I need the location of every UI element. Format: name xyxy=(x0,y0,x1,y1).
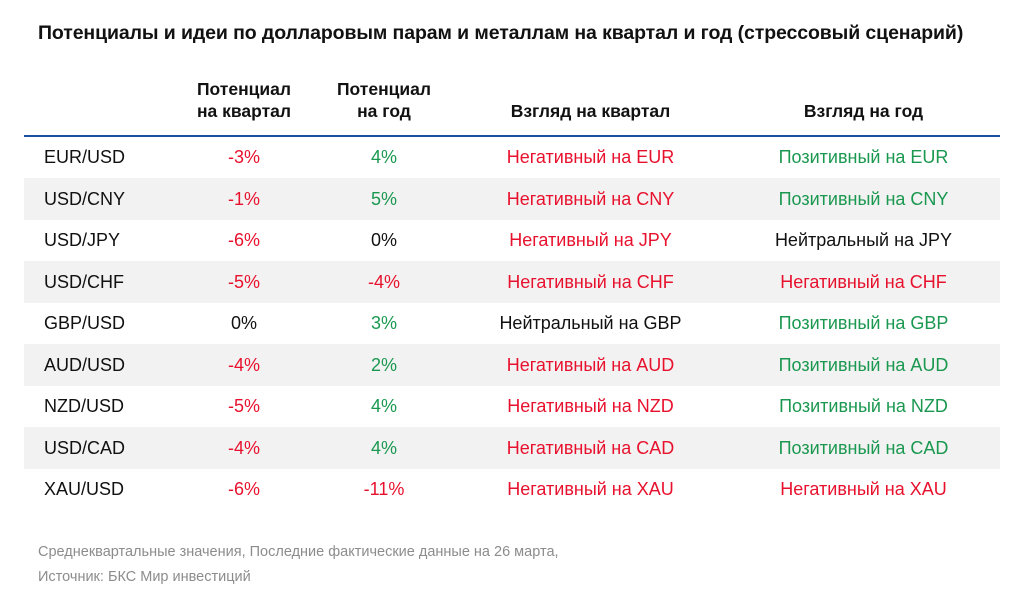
table-row xyxy=(24,261,1000,303)
cell-quarter-view: Негативный на CAD xyxy=(454,427,727,469)
cell-quarter-potential: -3% xyxy=(227,147,260,168)
cell-quarter-view: Негативный на NZD xyxy=(507,396,674,417)
potentials-table xyxy=(24,78,1000,510)
cell-year-view: Негативный на CHF xyxy=(727,261,1000,303)
table-row xyxy=(24,344,1000,386)
table-header xyxy=(24,78,1000,136)
column-header-year-potential-line1: Потенциал xyxy=(336,79,432,99)
table-row xyxy=(24,303,1000,345)
column-header-pair xyxy=(24,78,174,136)
cell-pair: NZD/USD xyxy=(44,396,124,417)
footnote-source: Источник: БКС Мир инвестиций xyxy=(38,569,251,586)
cell-pair: USD/JPY xyxy=(44,230,121,251)
cell-year-view: Позитивный на EUR xyxy=(778,147,949,168)
cell-pair: EUR/USD xyxy=(44,147,126,168)
cell-quarter-view: Негативный на JPY xyxy=(509,230,672,251)
table-row xyxy=(24,386,1000,428)
cell-year-potential: 4% xyxy=(314,427,454,469)
table-body xyxy=(24,136,1000,511)
cell-year-potential: 4% xyxy=(370,396,397,417)
cell-year-potential: -4% xyxy=(314,261,454,303)
cell-year-view: Позитивный на CAD xyxy=(727,427,1000,469)
column-header-year-potential xyxy=(314,78,454,136)
cell-year-potential: 5% xyxy=(314,178,454,220)
cell-quarter-potential: -4% xyxy=(174,344,314,386)
cell-year-view: Позитивный на NZD xyxy=(779,396,948,417)
column-header-year-potential-line2: на год xyxy=(357,101,411,122)
cell-year-view: Нейтральный на JPY xyxy=(774,230,953,251)
cell-year-view: Позитивный на GBP xyxy=(778,313,949,334)
table-row xyxy=(24,427,1000,469)
column-header-quarter-view: Взгляд на квартал xyxy=(454,78,727,136)
cell-year-potential: 0% xyxy=(370,230,397,251)
cell-year-view: Негативный на XAU xyxy=(780,479,947,500)
cell-quarter-view: Негативный на XAU xyxy=(507,479,674,500)
table-row xyxy=(24,469,1000,511)
cell-quarter-potential: -1% xyxy=(174,178,314,220)
cell-quarter-potential: -6% xyxy=(227,479,260,500)
cell-pair: XAU/USD xyxy=(44,479,125,500)
cell-year-view: Позитивный на CNY xyxy=(727,178,1000,220)
footnote xyxy=(38,540,559,591)
cell-pair: USD/CHF xyxy=(24,261,174,303)
cell-year-potential: 2% xyxy=(314,344,454,386)
table-row xyxy=(24,220,1000,262)
cell-year-potential: 4% xyxy=(370,147,397,168)
cell-pair: USD/CAD xyxy=(24,427,174,469)
table-row xyxy=(24,136,1000,179)
cell-quarter-view: Негативный на CNY xyxy=(454,178,727,220)
cell-quarter-view: Негативный на EUR xyxy=(506,147,675,168)
cell-quarter-potential: -4% xyxy=(174,427,314,469)
column-header-quarter-potential xyxy=(174,78,314,136)
page-title: Потенциалы и идеи по долларовым парам и металлам на квартал и год (стрессовый сценарий) xyxy=(38,22,964,44)
cell-quarter-potential: -6% xyxy=(227,230,260,251)
table-row xyxy=(24,178,1000,220)
column-header-quarter-potential-line1: Потенциал xyxy=(196,79,292,99)
cell-quarter-view: Негативный на CHF xyxy=(454,261,727,303)
cell-quarter-potential: 0% xyxy=(230,313,257,334)
column-header-quarter-potential-line2: на квартал xyxy=(196,101,292,122)
footnote-note: Среднеквартальные значения, Последние фактические данные на 26 марта, xyxy=(38,544,559,560)
cell-pair: GBP/USD xyxy=(44,313,126,334)
cell-year-view: Позитивный на AUD xyxy=(727,344,1000,386)
cell-quarter-potential: -5% xyxy=(174,261,314,303)
cell-quarter-view: Нейтральный на GBP xyxy=(499,313,682,334)
cell-quarter-view: Негативный на AUD xyxy=(454,344,727,386)
column-header-year-view: Взгляд на год xyxy=(727,78,1000,136)
cell-quarter-potential: -5% xyxy=(227,396,260,417)
cell-year-potential: 3% xyxy=(370,313,397,334)
cell-pair: USD/CNY xyxy=(24,178,174,220)
cell-pair: AUD/USD xyxy=(24,344,174,386)
cell-year-potential: -11% xyxy=(363,479,405,500)
